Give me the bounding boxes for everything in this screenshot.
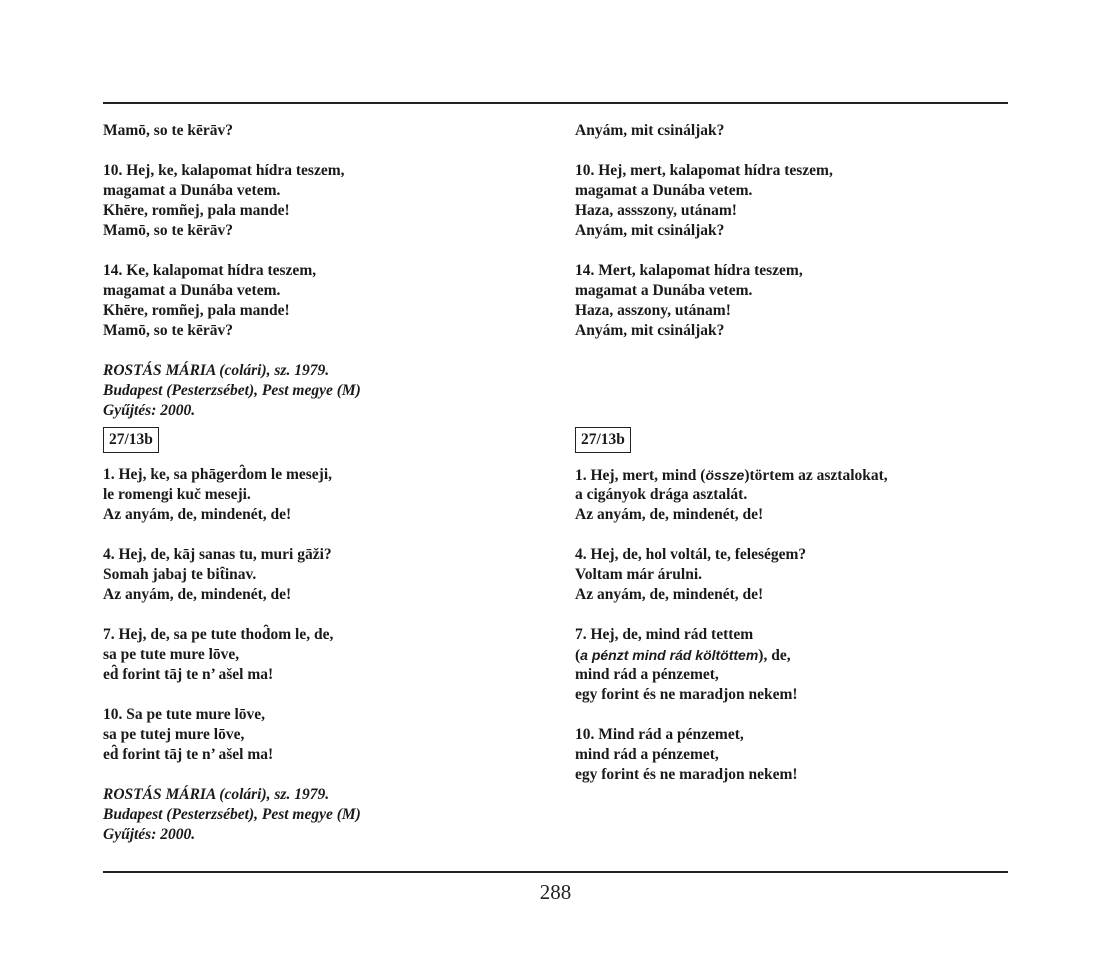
credit-line: Budapest (Pesterzsébet), Pest megye (M) (103, 382, 361, 399)
verse-line: Anyám, mit csináljak? (575, 222, 725, 239)
stanza-1 (103, 465, 553, 525)
verse-line: Mamō, so te kērāv? (103, 122, 233, 139)
stanza-1 (575, 465, 1025, 525)
verse-line: egy forint és ne maradjon nekem! (575, 686, 798, 703)
verse-text: ( (575, 647, 581, 664)
verse-line: 4. Hej, de, hol voltál, te, feleségem? (575, 546, 807, 563)
verse-line: Haza, assszony, utánam! (575, 202, 737, 219)
verse-line: 14. Mert, kalapomat hídra teszem, (575, 262, 803, 279)
verse-line: magamat a Dunába vetem. (103, 282, 281, 299)
verse-line: Mamō, so te kērāv? (103, 322, 233, 339)
verse-line: magamat a Dunába vetem. (575, 282, 753, 299)
verse-line: Az anyám, de, mindenét, de! (575, 586, 764, 603)
stanza-14 (103, 261, 553, 341)
performer-credit (103, 361, 553, 421)
verse-line: Voltam már árulni. (575, 566, 703, 583)
verse-line: Anyám, mit csináljak? (575, 122, 725, 139)
credit-line: Gyűjtés: 2000. (103, 402, 196, 419)
inserted-word: össze (705, 467, 745, 483)
verse-line: sa pe tutej mure lōve, (103, 726, 245, 743)
verse-line: Az anyám, de, mindenét, de! (103, 506, 292, 523)
stanza-10b (575, 725, 1025, 785)
verse-line: Az anyám, de, mindenét, de! (575, 506, 764, 523)
page-number: 288 (539, 880, 572, 904)
verse-line: 4. Hej, de, kāj sanas tu, muri gāži? (103, 546, 332, 563)
verse-line: 1. Hej, ke, sa phāgerd̑om le meseji, (103, 466, 333, 483)
credit-line: ROSTÁS MÁRIA (colári), sz. 1979. (103, 362, 330, 379)
verse-text: ), de, (758, 647, 791, 664)
verse-line: Az anyám, de, mindenét, de! (103, 586, 292, 603)
verse-line: ed̑ forint tāj te n’ ašel ma! (103, 666, 274, 683)
credit-line: ROSTÁS MÁRIA (colári), sz. 1979. (103, 786, 330, 803)
right-column (575, 121, 1025, 785)
verse-line: Somah jabaj te bit̑inav. (103, 566, 257, 583)
verse-line: Mamō, so te kērāv? (103, 222, 233, 239)
stanza-10 (103, 161, 553, 241)
verse-line: 7. Hej, de, sa pe tute thod̑om le, de, (103, 626, 334, 643)
verse-line: 10. Hej, mert, kalapomat hídra teszem, (575, 162, 833, 179)
verse-line: ed̑ forint tāj te n’ ašel ma! (103, 746, 274, 763)
verse-line: 7. Hej, de, mind rád tettem (575, 626, 754, 643)
verse-line (575, 645, 1025, 665)
verse-line: sa pe tute mure lōve, (103, 646, 240, 663)
verse-line: a cigányok drága asztalát. (575, 486, 748, 503)
verse-line: Anyám, mit csináljak? (575, 322, 725, 339)
verse-line: 10. Hej, ke, kalapomat hídra teszem, (103, 162, 345, 179)
stanza-7 (103, 625, 553, 685)
verse-line: egy forint és ne maradjon nekem! (575, 766, 798, 783)
recording-ref-box: 27/13b (575, 427, 631, 453)
stanza-14 (575, 261, 1025, 341)
credit-line: Gyűjtés: 2000. (103, 826, 196, 843)
top-rule (103, 102, 1008, 104)
stanza-4 (575, 545, 1025, 605)
verse-line: magamat a Dunába vetem. (103, 182, 281, 199)
verse-line: magamat a Dunába vetem. (575, 182, 753, 199)
stanza-10b (103, 705, 553, 765)
verse-line: mind rád a pénzemet, (575, 746, 719, 763)
recording-ref-box: 27/13b (103, 427, 159, 453)
verse-line (575, 465, 1025, 485)
verse-line: 10. Sa pe tute mure lōve, (103, 706, 266, 723)
verse-line: 14. Ke, kalapomat hídra teszem, (103, 262, 317, 279)
verse-line: le romengi kuč meseji. (103, 486, 251, 503)
stanza-7 (575, 625, 1025, 705)
credit-line: Budapest (Pesterzsébet), Pest megye (M) (103, 806, 361, 823)
verse-line: Khēre, romñej, pala mande! (103, 302, 290, 319)
left-column (103, 121, 553, 845)
verse-text: )törtem az asztalokat, (744, 467, 888, 484)
stanza-10 (575, 161, 1025, 241)
verse-line: mind rád a pénzemet, (575, 666, 719, 683)
verse-text: 1. Hej, mert, mind ( (575, 467, 706, 484)
verse-line: 10. Mind rád a pénzemet, (575, 726, 744, 743)
inserted-phrase: a pénzt mind rád költöttem (580, 647, 759, 663)
bottom-rule (103, 871, 1008, 873)
verse-line: Haza, asszony, utánam! (575, 302, 731, 319)
stanza-4 (103, 545, 553, 605)
verse-line: Khēre, romñej, pala mande! (103, 202, 290, 219)
performer-credit-2 (103, 785, 553, 845)
